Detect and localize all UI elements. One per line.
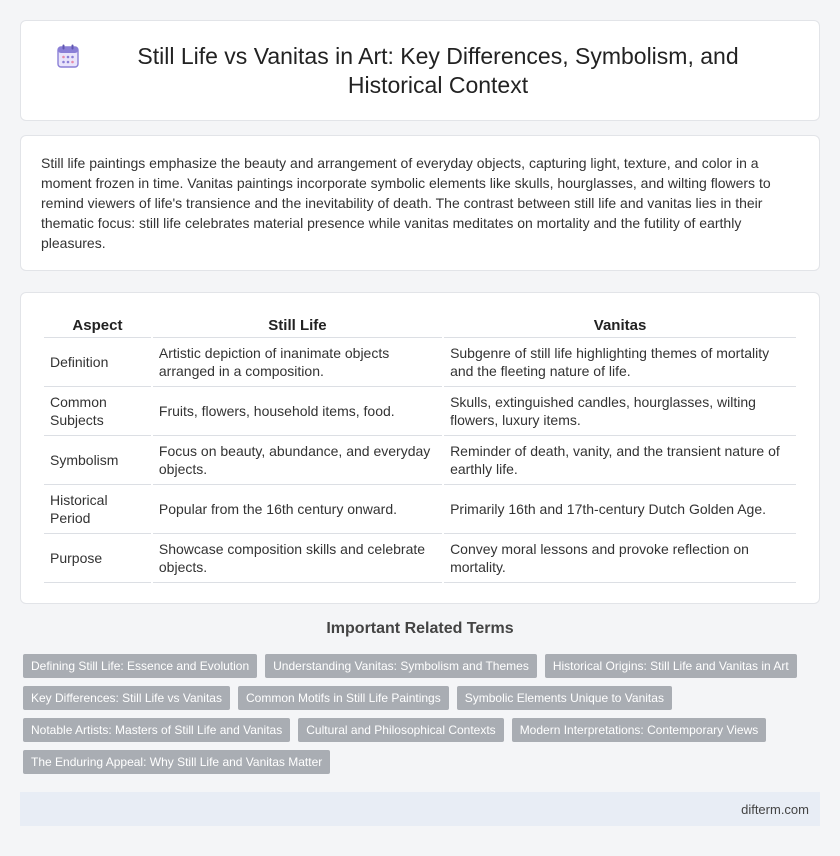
cell-still-life: Showcase composition skills and celebrate objects. bbox=[153, 534, 442, 583]
tag-modern-interpretations[interactable]: Modern Interpretations: Contemporary Views bbox=[512, 718, 767, 742]
footer bbox=[20, 792, 820, 826]
header-still-life: Still Life bbox=[153, 313, 442, 338]
comparison-table bbox=[42, 313, 798, 583]
related-terms-title: Important Related Terms bbox=[326, 620, 514, 637]
cell-aspect: Common Subjects bbox=[44, 387, 151, 436]
tag-common-motifs[interactable]: Common Motifs in Still Life Paintings bbox=[238, 686, 449, 710]
cell-vanitas: Convey moral lessons and provoke reflection on mortality. bbox=[444, 534, 796, 583]
cell-aspect: Symbolism bbox=[44, 436, 151, 485]
table-header-row bbox=[44, 313, 796, 338]
page-title: Still Life vs Vanitas in Art: Key Differences, Symbolism, and Historical Context bbox=[137, 42, 739, 98]
comparison-table-card bbox=[20, 292, 820, 604]
header-card bbox=[20, 20, 820, 121]
header-aspect: Aspect bbox=[44, 313, 151, 338]
tag-symbolic-elements[interactable]: Symbolic Elements Unique to Vanitas bbox=[457, 686, 672, 710]
cell-aspect: Historical Period bbox=[44, 485, 151, 534]
calendar-icon bbox=[57, 44, 79, 68]
tag-defining-still-life[interactable]: Defining Still Life: Essence and Evolution bbox=[23, 654, 257, 678]
tag-historical-origins[interactable]: Historical Origins: Still Life and Vanitas in Art bbox=[545, 654, 797, 678]
tag-notable-artists[interactable]: Notable Artists: Masters of Still Life and Vanitas bbox=[23, 718, 290, 742]
intro-card bbox=[20, 135, 820, 271]
cell-vanitas: Reminder of death, vanity, and the transient nature of earthly life. bbox=[444, 436, 796, 485]
cell-still-life: Artistic depiction of inanimate objects arranged in a composition. bbox=[153, 338, 442, 387]
cell-still-life: Popular from the 16th century onward. bbox=[153, 485, 442, 534]
table-row bbox=[44, 534, 796, 583]
cell-aspect: Definition bbox=[44, 338, 151, 387]
table-row bbox=[44, 436, 796, 485]
related-terms-tags bbox=[20, 654, 820, 774]
cell-still-life: Fruits, flowers, household items, food. bbox=[153, 387, 442, 436]
tag-understanding-vanitas[interactable]: Understanding Vanitas: Symbolism and Themes bbox=[265, 654, 537, 678]
intro-paragraph: Still life paintings emphasize the beauty and arrangement of everyday objects, capturing light, texture, and color in a moment frozen in time. Vanitas paintings incorporate symbolic elements like skulls, hourglasses, and wilting flowers to remind viewers of life's transience and the inevitability of death. The contrast between still life and vanitas lies in their thematic focus: still life celebrates material presence while vanitas meditates on mortality and the futility of earthly pleasures. bbox=[41, 155, 771, 251]
table-row bbox=[44, 387, 796, 436]
tag-enduring-appeal[interactable]: The Enduring Appeal: Why Still Life and Vanitas Matter bbox=[23, 750, 330, 774]
cell-vanitas: Primarily 16th and 17th-century Dutch Golden Age. bbox=[444, 485, 796, 534]
related-terms-section bbox=[20, 620, 820, 774]
footer-site-name[interactable]: difterm.com bbox=[741, 801, 809, 817]
table-row bbox=[44, 485, 796, 534]
table-row bbox=[44, 338, 796, 387]
cell-still-life: Focus on beauty, abundance, and everyday objects. bbox=[153, 436, 442, 485]
header-vanitas: Vanitas bbox=[444, 313, 796, 338]
cell-vanitas: Skulls, extinguished candles, hourglasses, wilting flowers, luxury items. bbox=[444, 387, 796, 436]
tag-cultural-contexts[interactable]: Cultural and Philosophical Contexts bbox=[298, 718, 503, 742]
cell-vanitas: Subgenre of still life highlighting themes of mortality and the fleeting nature of life. bbox=[444, 338, 796, 387]
title-wrap bbox=[51, 42, 789, 100]
tag-key-differences[interactable]: Key Differences: Still Life vs Vanitas bbox=[23, 686, 230, 710]
cell-aspect: Purpose bbox=[44, 534, 151, 583]
